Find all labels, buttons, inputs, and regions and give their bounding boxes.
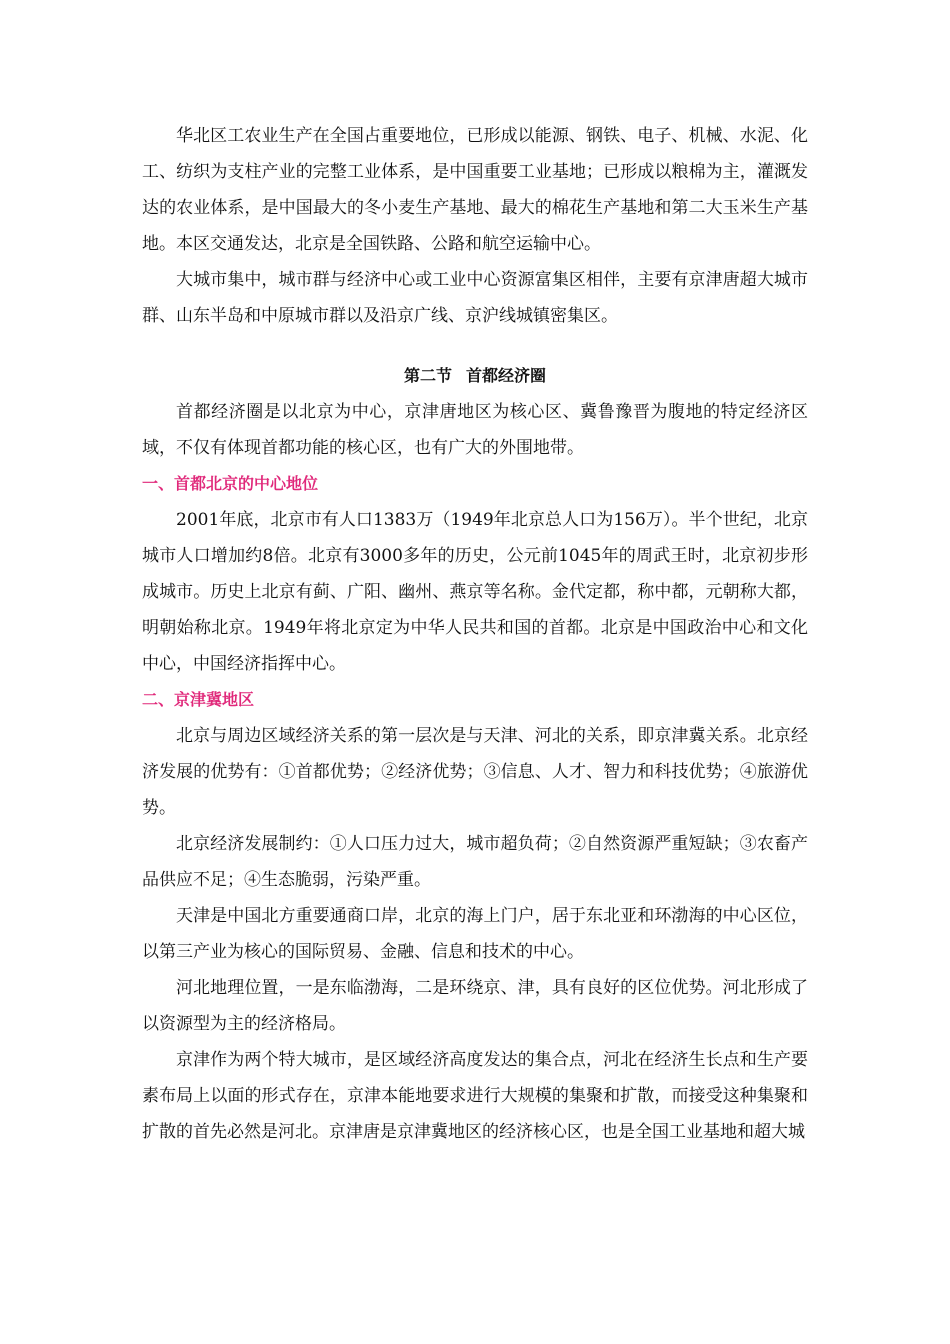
paragraph: 华北区工农业生产在全国占重要地位，已形成以能源、钢铁、电子、机械、水泥、化工、纺织为支柱产业的完整工业体系，是中国重要工业基地；已形成以粮棉为主，灌溉发达的农业体系，是中国最大的冬小麦生产基地、最大的棉花生产基地和第二大玉米生产基地。本区交通发达，北京是全国铁路、公路和航空运输中心。	[142, 126, 808, 254]
paragraph: 北京与周边区域经济关系的第一层次是与天津、河北的关系，即京津冀关系。北京经济发展的优势有：①首都优势；②经济优势；③信息、人才、智力和科技优势；④旅游优势。	[142, 726, 808, 818]
paragraph: 京津作为两个特大城市，是区域经济高度发达的集合点，河北在经济生长点和生产要素布局上以面的形式存在，京津本能地要求进行大规模的集聚和扩散，而接受这种集聚和扩散的首先必然是河北。京津唐是京津冀地区的经济核心区，也是全国工业基地和超大城	[142, 1050, 808, 1142]
paragraph: 天津是中国北方重要通商口岸，北京的海上门户，居于东北亚和环渤海的中心区位，以第三产业为核心的国际贸易、金融、信息和技术的中心。	[142, 906, 808, 962]
paragraph: 首都经济圈是以北京为中心，京津唐地区为核心区、冀鲁豫晋为腹地的特定经济区域，不仅有体现首都功能的核心区，也有广大的外围地带。	[142, 402, 808, 458]
subsection-heading: 二、京津冀地区	[142, 690, 255, 709]
intro-block	[142, 118, 808, 334]
section-block	[142, 360, 808, 392]
paragraph: 河北地理位置，一是东临渤海，二是环绕京、津，具有良好的区位优势。河北形成了以资源型为主的经济格局。	[142, 978, 808, 1034]
subsection-heading: 一、首都北京的中心地位	[142, 474, 319, 493]
body-block	[142, 394, 808, 1150]
section-name: 首都经济圈	[466, 366, 547, 385]
section-title	[142, 360, 808, 392]
paragraph: 大城市集中，城市群与经济中心或工业中心资源富集区相伴，主要有京津唐超大城市群、山东半岛和中原城市群以及沿京广线、京沪线城镇密集区。	[142, 270, 808, 326]
paragraph: 2001年底，北京市有人口1383万（1949年北京总人口为156万）。半个世纪，北京城市人口增加约8倍。北京有3000多年的历史，公元前1045年的周武王时，北京初步形成城市。历史上北京有蓟、广阳、幽州、燕京等名称。金代定都，称中都，元朝称大都，明朝始称北京。1949年将北京定为中华人民共和国的首都。北京是中国政治中心和文化中心，中国经济指挥中心。	[142, 510, 808, 674]
paragraph: 北京经济发展制约：①人口压力过大，城市超负荷；②自然资源严重短缺；③农畜产品供应不足；④生态脆弱，污染严重。	[142, 834, 808, 890]
section-number: 第二节	[403, 366, 452, 385]
